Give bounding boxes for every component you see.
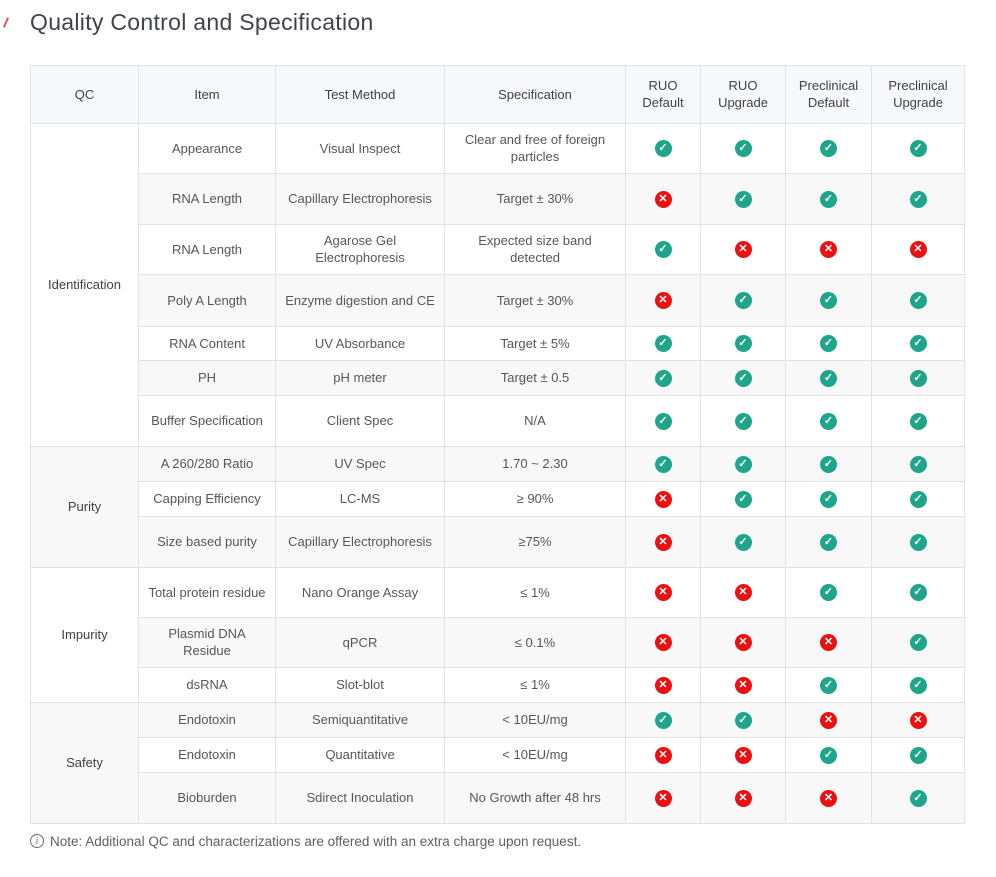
check-icon: ✓ (820, 140, 837, 157)
test-method-cell: Agarose Gel Electrophoresis (276, 224, 445, 274)
mark-cell (626, 395, 701, 446)
column-header-preclinical-default: Preclinical Default (786, 65, 872, 123)
mark-cell (701, 567, 786, 617)
mark-cell (786, 667, 872, 702)
test-method-cell: Enzyme digestion and CE (276, 274, 445, 326)
column-header-test-method: Test Method (276, 65, 445, 123)
spec-cell: Clear and free of foreign particles (445, 123, 626, 173)
mark-cell (872, 667, 965, 702)
column-header-item: Item (139, 65, 276, 123)
mark-cell (701, 326, 786, 360)
table-row (31, 360, 965, 395)
check-icon: ✓ (910, 140, 927, 157)
cross-icon: ✕ (820, 790, 837, 807)
check-icon: ✓ (910, 584, 927, 601)
mark-cell (701, 224, 786, 274)
spec-cell: ≤ 1% (445, 667, 626, 702)
spec-cell: ≤ 1% (445, 567, 626, 617)
mark-cell (872, 360, 965, 395)
test-method-cell: Visual Inspect (276, 123, 445, 173)
mark-cell (626, 567, 701, 617)
check-icon: ✓ (820, 491, 837, 508)
check-icon: ✓ (910, 634, 927, 651)
check-icon: ✓ (820, 335, 837, 352)
check-icon: ✓ (655, 140, 672, 157)
mark-cell (872, 516, 965, 567)
item-cell: Poly A Length (139, 274, 276, 326)
cross-icon: ✕ (820, 241, 837, 258)
cross-icon: ✕ (735, 241, 752, 258)
check-icon: ✓ (820, 677, 837, 694)
qc-group-impurity: Impurity (31, 567, 139, 702)
spec-cell: 1.70 ~ 2.30 (445, 446, 626, 481)
test-method-cell: Capillary Electrophoresis (276, 173, 445, 224)
mark-cell (872, 123, 965, 173)
mark-cell (872, 395, 965, 446)
mark-cell (872, 274, 965, 326)
check-icon: ✓ (820, 292, 837, 309)
cross-icon: ✕ (735, 677, 752, 694)
mark-cell (786, 567, 872, 617)
test-method-cell: Client Spec (276, 395, 445, 446)
cross-icon: ✕ (655, 634, 672, 651)
table-row (31, 326, 965, 360)
spec-cell: Expected size band detected (445, 224, 626, 274)
mark-cell (701, 617, 786, 667)
spec-cell: < 10EU/mg (445, 702, 626, 737)
mark-cell (701, 702, 786, 737)
test-method-cell: LC-MS (276, 481, 445, 516)
column-header-preclinical-upgrade: Preclinical Upgrade (872, 65, 965, 123)
check-icon: ✓ (910, 747, 927, 764)
mark-cell (872, 481, 965, 516)
mark-cell (872, 173, 965, 224)
item-cell: Buffer Specification (139, 395, 276, 446)
check-icon: ✓ (910, 335, 927, 352)
spec-cell: N/A (445, 395, 626, 446)
item-cell: RNA Content (139, 326, 276, 360)
spec-cell: < 10EU/mg (445, 737, 626, 772)
check-icon: ✓ (910, 292, 927, 309)
cross-icon: ✕ (655, 747, 672, 764)
check-icon: ✓ (655, 335, 672, 352)
check-icon: ✓ (910, 677, 927, 694)
test-method-cell: pH meter (276, 360, 445, 395)
table-row (31, 667, 965, 702)
mark-cell (626, 737, 701, 772)
item-cell: dsRNA (139, 667, 276, 702)
mark-cell (701, 516, 786, 567)
test-method-cell: Slot-blot (276, 667, 445, 702)
table-row (31, 395, 965, 446)
test-method-cell: qPCR (276, 617, 445, 667)
mark-cell (872, 567, 965, 617)
column-header-ruo-upgrade: RUO Upgrade (701, 65, 786, 123)
table-row (31, 702, 965, 737)
page-title: Quality Control and Specification (30, 9, 374, 35)
test-method-cell: Nano Orange Assay (276, 567, 445, 617)
cross-icon: ✕ (655, 790, 672, 807)
mark-cell (786, 446, 872, 481)
table-row (31, 224, 965, 274)
mark-cell (626, 702, 701, 737)
test-method-cell: Capillary Electrophoresis (276, 516, 445, 567)
column-header-ruo-default: RUO Default (626, 65, 701, 123)
check-icon: ✓ (910, 413, 927, 430)
mark-cell (701, 481, 786, 516)
cross-icon: ✕ (735, 790, 752, 807)
check-icon: ✓ (910, 191, 927, 208)
footer-note-text: Note: Additional QC and characterizations are offered with an extra charge upon request. (50, 833, 582, 849)
mark-cell (786, 224, 872, 274)
cross-icon: ✕ (655, 491, 672, 508)
mark-cell (626, 516, 701, 567)
qc-group-purity: Purity (31, 446, 139, 567)
mark-cell (786, 360, 872, 395)
check-icon: ✓ (910, 456, 927, 473)
cross-icon: ✕ (735, 634, 752, 651)
mark-cell (626, 446, 701, 481)
item-cell: Plasmid DNA Residue (139, 617, 276, 667)
mark-cell (626, 173, 701, 224)
check-icon: ✓ (910, 534, 927, 551)
test-method-cell: Quantitative (276, 737, 445, 772)
item-cell: A 260/280 Ratio (139, 446, 276, 481)
cross-icon: ✕ (910, 241, 927, 258)
column-header-specification: Specification (445, 65, 626, 123)
table-row (31, 274, 965, 326)
table-row (31, 567, 965, 617)
check-icon: ✓ (735, 370, 752, 387)
mark-cell (626, 667, 701, 702)
mark-cell (626, 481, 701, 516)
check-icon: ✓ (655, 370, 672, 387)
mark-cell (786, 173, 872, 224)
item-cell: RNA Length (139, 224, 276, 274)
cross-icon: ✕ (910, 712, 927, 729)
check-icon: ✓ (655, 712, 672, 729)
check-icon: ✓ (735, 140, 752, 157)
spec-cell: Target ± 30% (445, 173, 626, 224)
mark-cell (701, 360, 786, 395)
check-icon: ✓ (735, 712, 752, 729)
test-method-cell: UV Spec (276, 446, 445, 481)
table-row (31, 737, 965, 772)
cross-icon: ✕ (655, 191, 672, 208)
check-icon: ✓ (735, 491, 752, 508)
check-icon: ✓ (820, 413, 837, 430)
item-cell: Total protein residue (139, 567, 276, 617)
table-row (31, 481, 965, 516)
mark-cell (786, 516, 872, 567)
mark-cell (626, 123, 701, 173)
table-header-row (31, 65, 965, 123)
qc-specification-table (30, 65, 965, 824)
item-cell: Bioburden (139, 772, 276, 823)
table-row (31, 617, 965, 667)
item-cell: Capping Efficiency (139, 481, 276, 516)
mark-cell (701, 772, 786, 823)
cross-icon: ✕ (655, 534, 672, 551)
check-icon: ✓ (655, 456, 672, 473)
spec-cell: Target ± 5% (445, 326, 626, 360)
qc-group-identification: Identification (31, 123, 139, 446)
spec-cell: Target ± 0.5 (445, 360, 626, 395)
column-header-qc: QC (31, 65, 139, 123)
spec-cell: ≤ 0.1% (445, 617, 626, 667)
table-row (31, 772, 965, 823)
mark-cell (701, 667, 786, 702)
table-row (31, 516, 965, 567)
item-cell: Endotoxin (139, 702, 276, 737)
check-icon: ✓ (820, 191, 837, 208)
mark-cell (872, 224, 965, 274)
info-icon: i (30, 834, 44, 848)
red-corner-accent (3, 17, 9, 28)
mark-cell (786, 326, 872, 360)
mark-cell (626, 326, 701, 360)
item-cell: Appearance (139, 123, 276, 173)
mark-cell (786, 481, 872, 516)
mark-cell (701, 274, 786, 326)
table-row (31, 123, 965, 173)
mark-cell (786, 737, 872, 772)
mark-cell (786, 274, 872, 326)
mark-cell (872, 737, 965, 772)
check-icon: ✓ (735, 534, 752, 551)
check-icon: ✓ (735, 292, 752, 309)
check-icon: ✓ (735, 191, 752, 208)
mark-cell (701, 395, 786, 446)
cross-icon: ✕ (820, 712, 837, 729)
mark-cell (786, 772, 872, 823)
mark-cell (626, 224, 701, 274)
mark-cell (786, 702, 872, 737)
mark-cell (786, 123, 872, 173)
spec-cell: Target ± 30% (445, 274, 626, 326)
mark-cell (701, 123, 786, 173)
test-method-cell: Semiquantitative (276, 702, 445, 737)
check-icon: ✓ (820, 456, 837, 473)
check-icon: ✓ (910, 370, 927, 387)
spec-cell: ≥75% (445, 516, 626, 567)
mark-cell (626, 274, 701, 326)
cross-icon: ✕ (655, 677, 672, 694)
mark-cell (872, 772, 965, 823)
cross-icon: ✕ (655, 292, 672, 309)
spec-cell: ≥ 90% (445, 481, 626, 516)
qc-group-safety: Safety (31, 702, 139, 823)
footer-note (30, 834, 996, 849)
cross-icon: ✕ (820, 634, 837, 651)
check-icon: ✓ (910, 491, 927, 508)
item-cell: PH (139, 360, 276, 395)
table-row (31, 173, 965, 224)
test-method-cell: Sdirect Inoculation (276, 772, 445, 823)
check-icon: ✓ (820, 370, 837, 387)
mark-cell (786, 617, 872, 667)
check-icon: ✓ (820, 534, 837, 551)
check-icon: ✓ (655, 413, 672, 430)
spec-cell: No Growth after 48 hrs (445, 772, 626, 823)
check-icon: ✓ (735, 456, 752, 473)
mark-cell (701, 173, 786, 224)
mark-cell (701, 737, 786, 772)
mark-cell (786, 395, 872, 446)
mark-cell (701, 446, 786, 481)
check-icon: ✓ (820, 584, 837, 601)
check-icon: ✓ (735, 335, 752, 352)
mark-cell (626, 772, 701, 823)
item-cell: RNA Length (139, 173, 276, 224)
mark-cell (872, 446, 965, 481)
cross-icon: ✕ (735, 584, 752, 601)
check-icon: ✓ (735, 413, 752, 430)
mark-cell (872, 617, 965, 667)
cross-icon: ✕ (735, 747, 752, 764)
item-cell: Size based purity (139, 516, 276, 567)
check-icon: ✓ (655, 241, 672, 258)
table-row (31, 446, 965, 481)
mark-cell (626, 617, 701, 667)
mark-cell (872, 702, 965, 737)
mark-cell (872, 326, 965, 360)
test-method-cell: UV Absorbance (276, 326, 445, 360)
mark-cell (626, 360, 701, 395)
check-icon: ✓ (820, 747, 837, 764)
cross-icon: ✕ (655, 584, 672, 601)
item-cell: Endotoxin (139, 737, 276, 772)
check-icon: ✓ (910, 790, 927, 807)
